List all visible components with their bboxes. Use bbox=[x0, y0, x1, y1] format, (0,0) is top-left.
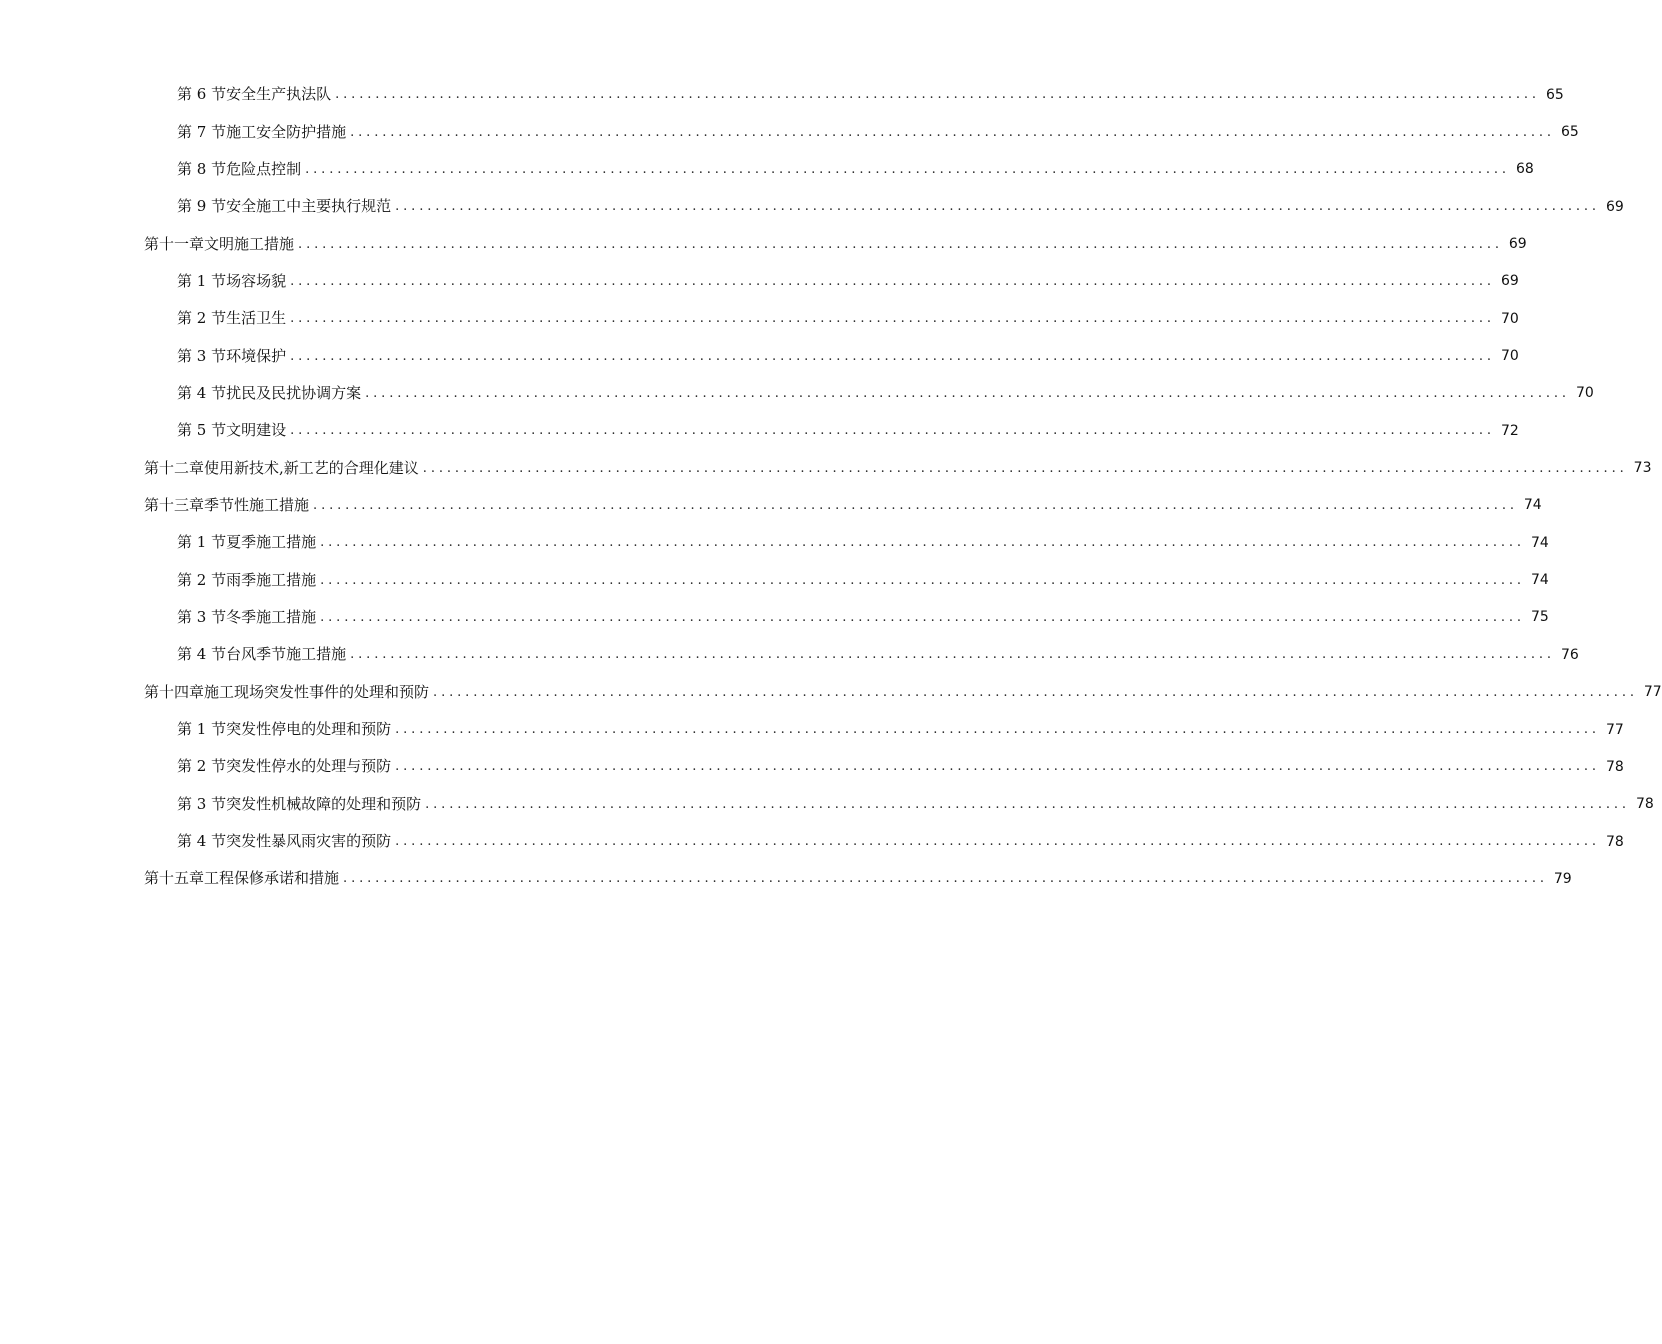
dot-leader: ...................................................................................................................................................... bbox=[313, 497, 1518, 513]
dot-leader: ...................................................................................................................................................... bbox=[320, 609, 1525, 625]
toc-entry[interactable] bbox=[0, 449, 1652, 486]
dot-leader: ...................................................................................................................................................... bbox=[320, 572, 1525, 588]
dot-leader: ...................................................................................................................................................... bbox=[350, 124, 1555, 140]
entry-label: 第 2 节 bbox=[177, 309, 227, 328]
toc-entry[interactable] bbox=[0, 337, 1519, 374]
entry-label: 第十二章 bbox=[144, 458, 205, 477]
page-number: 74 bbox=[1530, 534, 1549, 551]
entry-title: 雨季施工措施 bbox=[226, 570, 317, 589]
entry-title: 台风季节施工措施 bbox=[226, 645, 347, 664]
entry-label: 第十一章 bbox=[144, 234, 205, 253]
page-number: 77 bbox=[1605, 721, 1624, 738]
toc-entry[interactable] bbox=[0, 76, 1564, 113]
page-number: 76 bbox=[1560, 646, 1579, 663]
entry-label: 第十三章 bbox=[144, 495, 205, 514]
toc-entry[interactable] bbox=[0, 599, 1549, 636]
page-number: 74 bbox=[1530, 572, 1549, 589]
entry-title: 突发性暴风雨灾害的预防 bbox=[226, 832, 392, 851]
entry-label: 第 1 节 bbox=[177, 533, 227, 552]
page-number: 65 bbox=[1545, 86, 1564, 103]
entry-label: 第 6 节 bbox=[177, 85, 227, 104]
entry-label: 第 1 节 bbox=[177, 271, 227, 290]
dot-leader: ...................................................................................................................................................... bbox=[395, 722, 1600, 738]
toc-entry[interactable] bbox=[0, 263, 1519, 300]
toc-entry[interactable] bbox=[0, 561, 1549, 598]
entry-label: 第十五章 bbox=[144, 869, 205, 888]
entry-label: 第 3 节 bbox=[177, 346, 227, 365]
page-number: 79 bbox=[1553, 870, 1572, 887]
table-of-contents bbox=[0, 76, 1662, 898]
toc-entry[interactable] bbox=[0, 225, 1527, 262]
page-number: 70 bbox=[1500, 310, 1519, 327]
page-number: 72 bbox=[1500, 422, 1519, 439]
toc-entry[interactable] bbox=[0, 823, 1624, 860]
page-number: 68 bbox=[1515, 161, 1534, 178]
page-number: 70 bbox=[1500, 348, 1519, 365]
dot-leader: ...................................................................................................................................................... bbox=[305, 161, 1510, 177]
dot-leader: ...................................................................................................................................................... bbox=[395, 759, 1600, 775]
dot-leader: ...................................................................................................................................................... bbox=[290, 348, 1495, 364]
page-number: 73 bbox=[1633, 460, 1652, 477]
toc-entry[interactable] bbox=[0, 786, 1654, 823]
toc-entry[interactable] bbox=[0, 113, 1579, 150]
toc-entry[interactable] bbox=[0, 151, 1534, 188]
toc-entry[interactable] bbox=[0, 300, 1519, 337]
page-number: 69 bbox=[1605, 198, 1624, 215]
dot-leader: ...................................................................................................................................................... bbox=[422, 460, 1628, 476]
toc-entry[interactable] bbox=[0, 860, 1572, 897]
entry-label: 第 4 节 bbox=[177, 832, 227, 851]
entry-label: 第 4 节 bbox=[177, 383, 227, 402]
entry-title: 扰民及民扰协调方案 bbox=[226, 383, 362, 402]
dot-leader: ...................................................................................................................................................... bbox=[395, 834, 1600, 850]
entry-title: 使用新技术,新工艺的合理化建议 bbox=[204, 458, 419, 477]
entry-title: 突发性停水的处理与预防 bbox=[226, 757, 392, 776]
entry-title: 突发性机械故障的处理和预防 bbox=[226, 794, 422, 813]
entry-title: 安全施工中主要执行规范 bbox=[226, 197, 392, 216]
toc-entry[interactable] bbox=[0, 748, 1624, 785]
page-number: 75 bbox=[1530, 609, 1549, 626]
page-number: 65 bbox=[1560, 124, 1579, 141]
entry-title: 文明施工措施 bbox=[204, 234, 295, 253]
page-number: 78 bbox=[1635, 796, 1654, 813]
page-number: 69 bbox=[1500, 273, 1519, 290]
entry-title: 冬季施工措施 bbox=[226, 607, 317, 626]
dot-leader: ...................................................................................................................................................... bbox=[290, 273, 1495, 289]
toc-entry[interactable] bbox=[0, 524, 1549, 561]
toc-entry[interactable] bbox=[0, 674, 1662, 711]
dot-leader: ...................................................................................................................................................... bbox=[425, 796, 1630, 812]
page-number: 69 bbox=[1508, 236, 1527, 253]
entry-title: 施工现场突发性事件的处理和预防 bbox=[204, 682, 430, 701]
entry-title: 文明建设 bbox=[226, 421, 287, 440]
entry-title: 夏季施工措施 bbox=[226, 533, 317, 552]
page-number: 77 bbox=[1643, 684, 1662, 701]
entry-title: 季节性施工措施 bbox=[204, 495, 310, 514]
toc-entry[interactable] bbox=[0, 711, 1624, 748]
entry-label: 第 3 节 bbox=[177, 794, 227, 813]
dot-leader: ...................................................................................................................................................... bbox=[395, 199, 1600, 215]
entry-title: 危险点控制 bbox=[226, 159, 302, 178]
toc-entry[interactable] bbox=[0, 375, 1594, 412]
entry-label: 第 1 节 bbox=[177, 720, 227, 739]
entry-label: 第 3 节 bbox=[177, 607, 227, 626]
entry-label: 第 4 节 bbox=[177, 645, 227, 664]
toc-entry[interactable] bbox=[0, 487, 1542, 524]
page-number: 78 bbox=[1605, 833, 1624, 850]
dot-leader: ...................................................................................................................................................... bbox=[433, 684, 1638, 700]
entry-label: 第 8 节 bbox=[177, 159, 227, 178]
dot-leader: ...................................................................................................................................................... bbox=[343, 871, 1548, 887]
dot-leader: ...................................................................................................................................................... bbox=[290, 423, 1495, 439]
page-number: 70 bbox=[1575, 385, 1594, 402]
entry-label: 第十四章 bbox=[144, 682, 205, 701]
entry-label: 第 2 节 bbox=[177, 570, 227, 589]
toc-entry[interactable] bbox=[0, 636, 1579, 673]
dot-leader: ...................................................................................................................................................... bbox=[335, 87, 1540, 103]
entry-title: 突发性停电的处理和预防 bbox=[226, 720, 392, 739]
entry-label: 第 5 节 bbox=[177, 421, 227, 440]
toc-entry[interactable] bbox=[0, 188, 1624, 225]
entry-title: 生活卫生 bbox=[226, 309, 287, 328]
page-number: 78 bbox=[1605, 758, 1624, 775]
dot-leader: ...................................................................................................................................................... bbox=[298, 236, 1503, 252]
entry-title: 场容场貌 bbox=[226, 271, 287, 290]
dot-leader: ...................................................................................................................................................... bbox=[290, 311, 1495, 327]
dot-leader: ...................................................................................................................................................... bbox=[320, 535, 1525, 551]
toc-entry[interactable] bbox=[0, 412, 1519, 449]
dot-leader: ...................................................................................................................................................... bbox=[365, 385, 1570, 401]
entry-title: 安全生产执法队 bbox=[226, 85, 332, 104]
entry-title: 施工安全防护措施 bbox=[226, 122, 347, 141]
dot-leader: ...................................................................................................................................................... bbox=[350, 647, 1555, 663]
page-number: 74 bbox=[1523, 497, 1542, 514]
entry-label: 第 9 节 bbox=[177, 197, 227, 216]
entry-label: 第 2 节 bbox=[177, 757, 227, 776]
entry-title: 环境保护 bbox=[226, 346, 287, 365]
entry-title: 工程保修承诺和措施 bbox=[204, 869, 340, 888]
entry-label: 第 7 节 bbox=[177, 122, 227, 141]
